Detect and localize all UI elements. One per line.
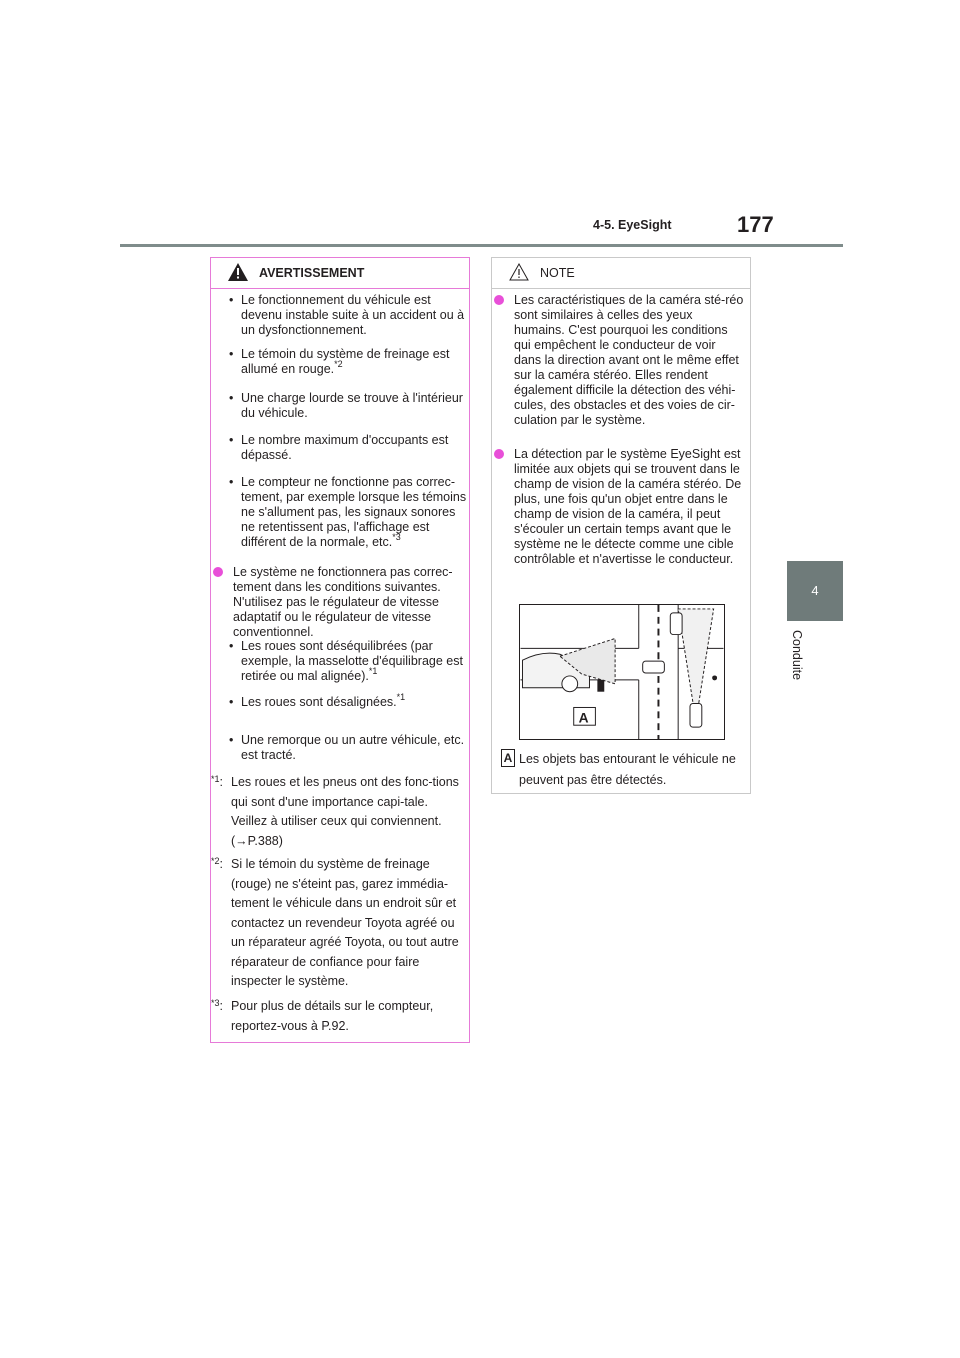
footnote: $^{*1}$: Les roues et les pneus ont des fonc-tions qui sont d'une importance capi-tale. Veillez à utiliser ceux qui conviennent. (→P.388) [211, 774, 459, 848]
list-item: • Le témoin du système de freinage est allumé en rouge.$^{*2}$ [229, 347, 467, 378]
main-point: Le système ne fonctionnera pas correc-tement dans les conditions suivantes. N'utilisez pas le régulateur de vitesse adaptatif ou le régulateur de vitesse conventionnel. [213, 565, 463, 640]
caution-triangle-icon [509, 263, 529, 281]
note-point: Les caractéristiques de la caméra sté-réo sont similaires à celles des yeux humains. C'est pourquoi les conditions qui empêchent le conducteur de voir dans la direction avant ont le même effet sur la caméra stéréo. Elles rendent également difficile la détection des véhi-cules, des obstacles et des voies de cir-culation par le système. [494, 293, 744, 428]
footnote: $^{*3}$: Pour plus de détails sur le compteur, reportez-vous à P.92. [211, 998, 434, 1033]
header-rule [120, 244, 843, 247]
diagram-caption: Les objets bas entourant le véhicule ne peuvent pas être détectés. [519, 752, 736, 787]
svg-text:A: A [578, 710, 589, 726]
detection-diagram [519, 604, 725, 740]
warning-header [211, 258, 469, 289]
list-item: • Une charge lourde se trouve à l'intérieur du véhicule. [229, 391, 467, 421]
note-title: NOTE [540, 266, 575, 280]
list-item: • Le compteur ne fonctionne pas correc-tement, par exemple lorsque les témoins ne s'allument pas, les signaux sonores ne retentissent pas, l'affichage est différent de la normale, etc.$^{*3}$ [229, 475, 467, 551]
list-item: • Le nombre maximum d'occupants est dépassé. [229, 433, 467, 463]
bullet-dot-icon [213, 567, 223, 577]
caption-label: A [501, 749, 515, 767]
bullet-dot-icon [494, 295, 504, 305]
chapter-tab[interactable]: 4 [787, 561, 843, 621]
section-title: 4-5. EyeSight [593, 218, 672, 232]
note-point: La détection par le système EyeSight est limitée aux objets qui se trouvent dans le champ de vision de la caméra stéréo. De plus, une fois qu'un objet entre dans le champ de vision de la caméra, il peut s'écouler un certain temps avant que le système ne le détecte comme une cible contrôlable et n'avertisse le conducteur. [494, 447, 744, 567]
warning-box [210, 257, 470, 1043]
list-item: • Les roues sont désalignées.$^{*1}$ [229, 695, 467, 711]
bullet-dot-icon [494, 449, 504, 459]
chapter-label: Conduite [790, 630, 804, 681]
note-header [492, 258, 750, 289]
list-item: • Une remorque ou un autre véhicule, etc. est tracté. [229, 733, 467, 763]
list-item: • Le fonctionnement du véhicule est devenu instable suite à un accident ou à un dysfonctionnement. [229, 293, 467, 338]
list-item: • Les roues sont déséquilibrées (par exemple, la masselotte d'équilibrage est retirée ou mal alignée).$^{*1}$ [229, 639, 467, 685]
warning-triangle-icon [228, 263, 248, 281]
footnote: $^{*2}$: Si le témoin du système de freinage (rouge) ne s'éteint pas, garez immédia-tement le véhicule dans un endroit sûr et contactez un revendeur Toyota agréé ou un réparateur agréé Toyota, ou tout autre réparateur de confiance pour faire inspecter le système. [211, 856, 459, 988]
page-number: 177 [737, 212, 774, 237]
warning-title: AVERTISSEMENT [259, 266, 365, 280]
